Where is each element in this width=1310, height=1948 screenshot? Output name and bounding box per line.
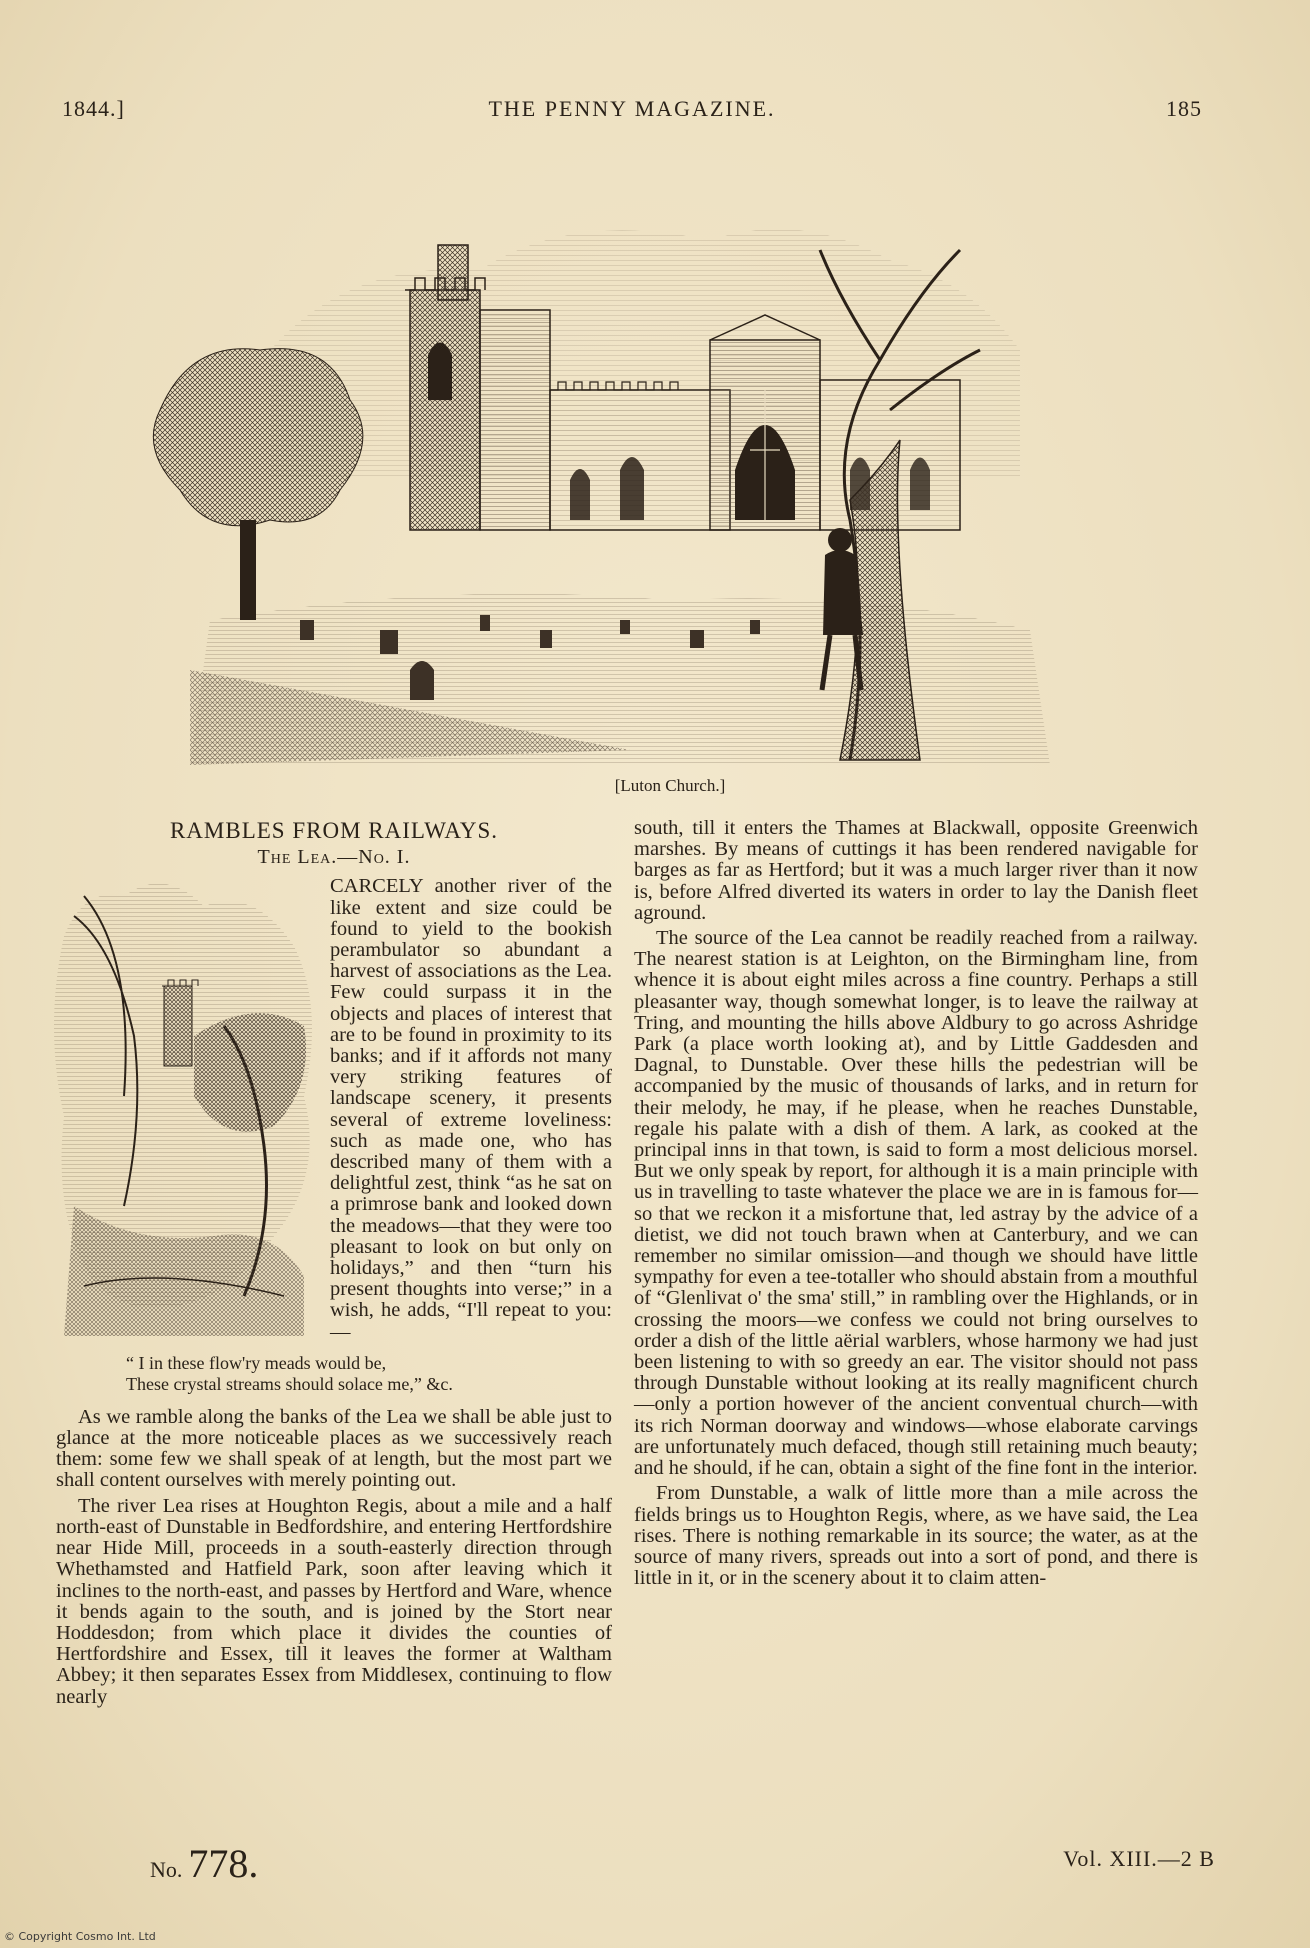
header-page-number: 185 bbox=[1166, 96, 1202, 121]
issue-number bbox=[150, 1840, 258, 1887]
article-title: RAMBLES FROM RAILWAYS. bbox=[169, 818, 499, 843]
header-year: 1844.] bbox=[62, 96, 125, 121]
issue-no-value: 778. bbox=[188, 1841, 259, 1886]
volume-signature: Vol. XIII.—2 B bbox=[1063, 1846, 1215, 1871]
engraving-caption: [Luton Church.] bbox=[614, 776, 726, 795]
verse-line: “ I in these flow'ry meads would be, bbox=[126, 1352, 387, 1373]
paragraph-river-course: The river Lea rises at Houghton Regis, about a mile and a half north-east of Dunstable in Bedfordshire, and entering Hertfordshire near Hide Mill, proceeds in a south-easterly direction through Whethamsted and Hatfield Park, soon after leaving which it inclines to the north-east, and passes by Hertford and Ware, whence it bends again to the south, and is joined by the Stort near Hoddesdon; from which place it divides the counties of Hertfordshire and Essex, till it leaves the former at Waltham Abbey; it then separates Essex from Middlesex, continuing to flow nearly bbox=[56, 1494, 612, 1708]
column-left bbox=[56, 818, 612, 1708]
church-engraving-icon bbox=[150, 150, 1110, 765]
page-header bbox=[62, 96, 1202, 132]
riverside-vignette-icon bbox=[54, 876, 324, 1346]
verse-quote bbox=[126, 1353, 612, 1395]
copyright-watermark: © Copyright Cosmo Int. Ltd bbox=[4, 1930, 156, 1943]
column-right bbox=[634, 818, 1198, 1589]
verse-line: These crystal streams should solace me,” &c. bbox=[126, 1373, 453, 1394]
paragraph-source: The source of the Lea cannot be readily reached from a railway. The nearest station is at Leighton, on the Birmingham line, from whence it is about eight miles across a fine country. Perhaps a still pleasanter way, though somewhat longer, is to leave the railway at Tring, and mounting the hills above Aldbury to go across Ashridge Park (a place worth looking at), and by Little Gaddesden and Dagnal, to Dunstable. Over these hills the pedestrian will be accompanied by the music of thousands of larks, and in return for their melody, he may, if he please, when he reaches Dunstable, regale his palate with a dish of them. A lark, as cooked at the principal inns in that town, is said to form a most delicious morsel. But we only speak by report, for although it is a main principle with us in travelling to taste whatever the place we are in is famous for—so that we reckon it a misfortune that, led astray by the advice of a dietist, we did not touch brawn when at Canterbury, and we can remember no similar omission—and though we should have little sympathy for even a tee-totaller who should abstain from a mouthful of “Glenlivat o' the sma' still,” in rambling over the Highlands, or in crossing the moors—we confess we could not bring ourselves to order a dish of the little aërial warblers, whose harmony we had just been listening to with so greedy an ear. The visitor should not pass through Dunstable without looking at its really magnificent church—only a portion however of the ancient conventual church—with its rich Norman doorway and windows—whose elaborate carvings are unfortunately much defaced, though still retaining much beauty; and he should, if he can, obtain a sight of the fine font in the interior. bbox=[634, 927, 1198, 1480]
paragraph-dunstable: From Dunstable, a walk of little more than a mile across the fields brings us to Houghton Regis, where, as we have said, the Lea rises. There is nothing remarkable in its source; the water, as at the source of many rivers, spreads out into a sort of pond, and there is little in it, or in the scenery about it to claim atten- bbox=[634, 1482, 1198, 1590]
issue-no-label: No. bbox=[150, 1857, 183, 1882]
article-subtitle: The Lea.—No. I. bbox=[257, 846, 411, 869]
paragraph-continued: south, till it enters the Thames at Blackwall, opposite Greenwich marshes. By means of cuttings it has been rendered navigable for barges as far as Hertford; but it was a much larger river than it now is, before Alfred diverted its waters in order to lay the Danish fleet aground. bbox=[634, 817, 1198, 924]
opening-paragraph: CARCELY another river of the like extent and size could be found to yield to the bookish perambulator so abundant a harvest of associations as the Lea. Few could surpass it in the objects and places of interest that are to be found in proximity to its banks; and if it affords not many very striking features of landscape scenery, it presents several of extreme loveliness: such as made one, who has described many of them with a delightful zest, think “as he sat on a primrose bank and looked down the meadows—that they were too pleasant to look on but only on holidays,” and then “turn his present thoughts into verse;” in a wish, he adds, “I'll repeat to you:— bbox=[330, 875, 612, 1343]
paragraph-ramble: As we ramble along the banks of the Lea we shall be able just to glance at the more noticeable places as we successively reach them: some few we shall speak of at length, but the most part we shall content ourselves with merely pointing out. bbox=[56, 1405, 612, 1492]
header-magazine-title: THE PENNY MAGAZINE. bbox=[488, 96, 776, 121]
